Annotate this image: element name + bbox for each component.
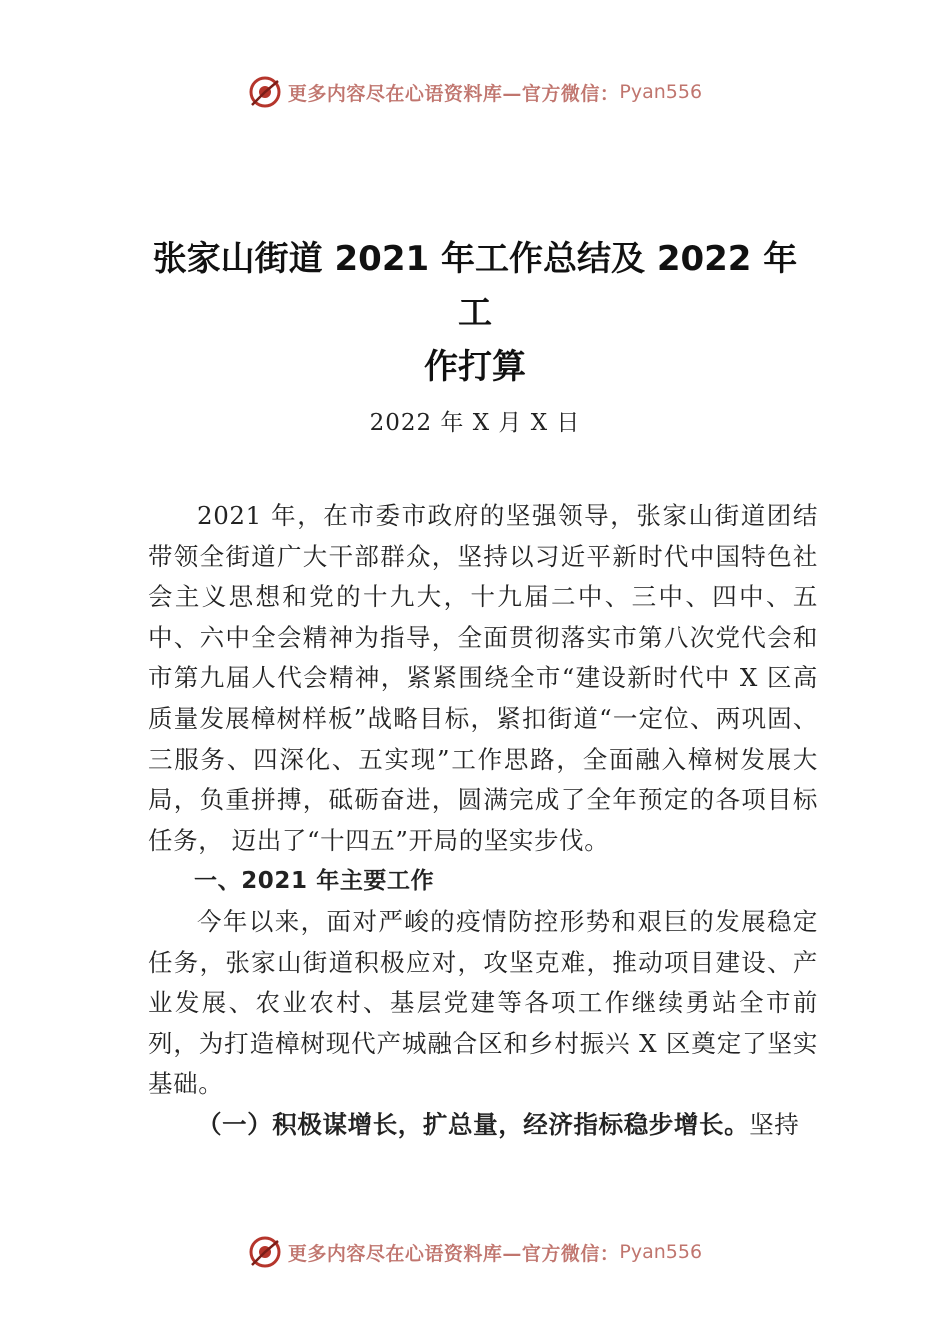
document-body xyxy=(148,496,818,1146)
title-line-3: 作打算 xyxy=(424,347,526,387)
watermark-footer xyxy=(0,1232,950,1272)
subsection-paragraph xyxy=(148,1105,818,1146)
intro-paragraph: 2021 年，在市委市政府的坚强领导，张家山街道团结带领全街道广大干部群众，坚持以习近平新时代中国特色社会主义思想和党的十九大，十九届二中、三中、四中、五中、六中全会精神为指导，全面贯彻落实市第八次党代会和市第九届人代会精神，紧紧围绕全市“建设新时代中 X 区高质量发展樟树样板”战略目标，紧扣街道“一定位、两巩固、三服务、四深化、五实现”工作思路，全面融入樟树发展大局，负重拼搏，砥砺奋进，圆满完成了全年预定的各项目标任务， 迈出了“十四五”开局的坚实步伐。 xyxy=(148,501,818,855)
logo-icon xyxy=(248,75,282,109)
watermark-header xyxy=(0,72,950,112)
watermark-wechat-id: Pyan556 xyxy=(619,81,703,103)
title-line-2: 工 xyxy=(458,293,492,333)
logo-icon xyxy=(248,1235,282,1269)
section-paragraph: 今年以来，面对严峻的疫情防控形势和艰巨的发展稳定任务，张家山街道积极应对，攻坚克难，推动项目建设、产业发展、农业农村、基层党建等各项工作继续勇站全市前列，为打造樟树现代产城融合区和乡村振兴 X 区奠定了坚实基础。 xyxy=(148,906,818,1099)
document-title xyxy=(100,232,850,394)
watermark-wechat-id: Pyan556 xyxy=(619,1241,703,1263)
subsection-heading: （一）积极谋增长，扩总量，经济指标稳步增长。 xyxy=(197,1109,750,1139)
section-heading: 一、2021 年主要工作 xyxy=(194,868,435,895)
watermark-text: 更多内容尽在心语资料库—官方微信： xyxy=(287,1242,620,1265)
title-line-1: 张家山街道 2021 年工作总结及 2022 年 xyxy=(152,239,798,279)
document-date: 2022 年 X 月 X 日 xyxy=(369,410,581,436)
subsection-text: 坚持 xyxy=(749,1109,800,1139)
watermark-text: 更多内容尽在心语资料库—官方微信： xyxy=(287,82,620,105)
